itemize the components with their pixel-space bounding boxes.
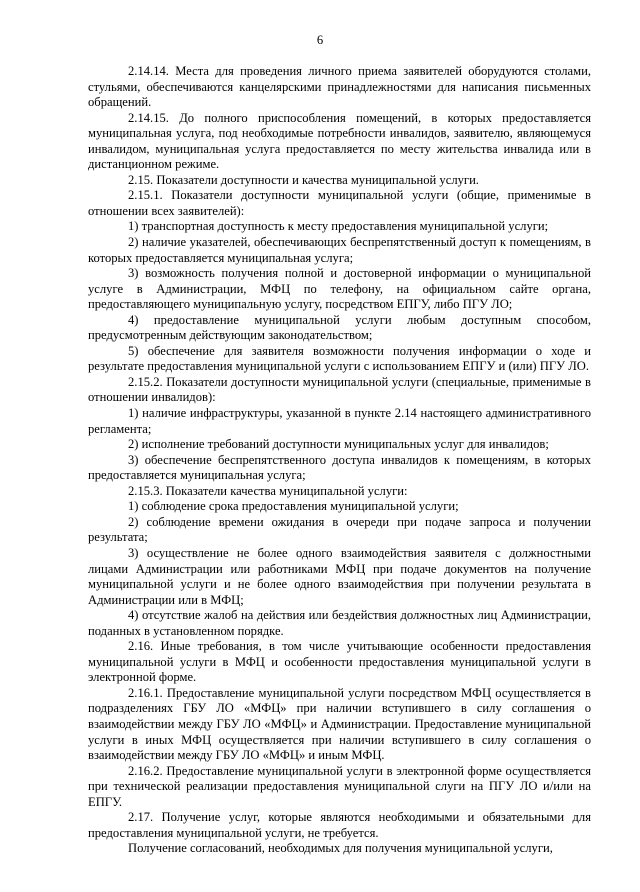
paragraph: 2.15. Показатели доступности и качества муниципальной услуги. xyxy=(128,172,479,187)
paragraph: 2.15.2. Показатели доступности муниципальной услуги (специальные, применимые в отношении инвалидов): xyxy=(88,374,591,405)
paragraph: 1) транспортная доступность к месту предоставления муниципальной услуги; xyxy=(128,219,549,234)
paragraph: 3) осуществление не более одного взаимодействия заявителя с должностными лицами Администрации или работниками МФЦ при подаче документов на получение муниципальной услуги и не более одного взаимодействия при получении результата в Администрации или в МФЦ; xyxy=(88,545,591,607)
paragraph: 2.17. Получение услуг, которые являются необходимыми и обязательными для предоставления муниципальной услуги, не требуется. xyxy=(88,810,591,840)
paragraph: 2) исполнение требований доступности муниципальных услуг для инвалидов; xyxy=(128,437,549,452)
paragraph: 2) соблюдение времени ожидания в очереди при подаче запроса и получении результата; xyxy=(88,514,591,545)
paragraph: 4) отсутствие жалоб на действия или бездействия должностных лиц Администрации, поданных в установленном порядке. xyxy=(88,608,591,638)
paragraph: Получение согласований, необходимых для получения муниципальной услуги, xyxy=(128,841,553,856)
paragraph: 3) обеспечение беспрепятственного доступа инвалидов к помещениям, в которых предоставляется муниципальная услуга; xyxy=(88,452,591,483)
document-body xyxy=(88,64,591,857)
paragraph: 4) предоставление муниципальной услуги любым доступным способом, предусмотренным действующим законодательством; xyxy=(88,312,591,343)
paragraph: 2.16.1. Предоставление муниципальной услуги посредством МФЦ осуществляется в подразделениях ГБУ ЛО «МФЦ» при наличии вступившего в силу соглашения о взаимодействии между ГБУ ЛО «МФЦ» и Администрации. Предоставление муниципальной услуги в иных МФЦ осуществляется при наличии вступившего в силу соглашения о взаимодействии между ГБУ ЛО «МФЦ» и иным МФЦ. xyxy=(88,685,591,763)
paragraph: 2.16. Иные требования, в том числе учитывающие особенности предоставления муниципальной услуги в МФЦ и особенности предоставления муниципальной услуги в электронной форме. xyxy=(88,639,591,685)
paragraph: 1) соблюдение срока предоставления муниципальной услуги; xyxy=(128,499,459,514)
paragraph: 3) возможность получения полной и достоверной информации о муниципальной услуге в Администрации, МФЦ по телефону, на официальном сайте органа, предоставляющего муниципальную услугу, посредством ЕПГУ, либо ПГУ ЛО; xyxy=(88,266,591,312)
paragraph: 5) обеспечение для заявителя возможности получения информации о ходе и результате предоставления муниципальной услуги с использованием ЕПГУ и (или) ПГУ ЛО. xyxy=(88,343,591,374)
page-number: 6 xyxy=(316,33,324,47)
paragraph: 2) наличие указателей, обеспечивающих беспрепятственный доступ к помещениям, в которых предоставляется муниципальная услуга; xyxy=(88,235,591,265)
paragraph: 2.14.15. До полного приспособления помещений, в которых предоставляется муниципальная услуга, под необходимые потребности инвалидов, заявителю, являющемуся инвалидом, муниципальная услуга предоставляется по месту жительства инвалида или в дистанционном режиме. xyxy=(88,110,591,172)
paragraph: 1) наличие инфраструктуры, указанной в пункте 2.14 настоящего административного регламента; xyxy=(88,406,591,436)
paragraph: 2.15.1. Показатели доступности муниципальной услуги (общие, применимые в отношении всех заявителей): xyxy=(88,188,591,218)
paragraph: 2.14.14. Места для проведения личного приема заявителей оборудуются столами, стульями, обеспечиваются канцелярскими принадлежностями для написания письменных обращений. xyxy=(88,64,591,110)
paragraph: 2.15.3. Показатели качества муниципальной услуги: xyxy=(128,483,408,498)
paragraph: 2.16.2. Предоставление муниципальной услуги в электронной форме осуществляется при технической реализации предоставления муниципальной слуги на ПГУ ЛО и/или на ЕПГУ. xyxy=(88,763,591,809)
